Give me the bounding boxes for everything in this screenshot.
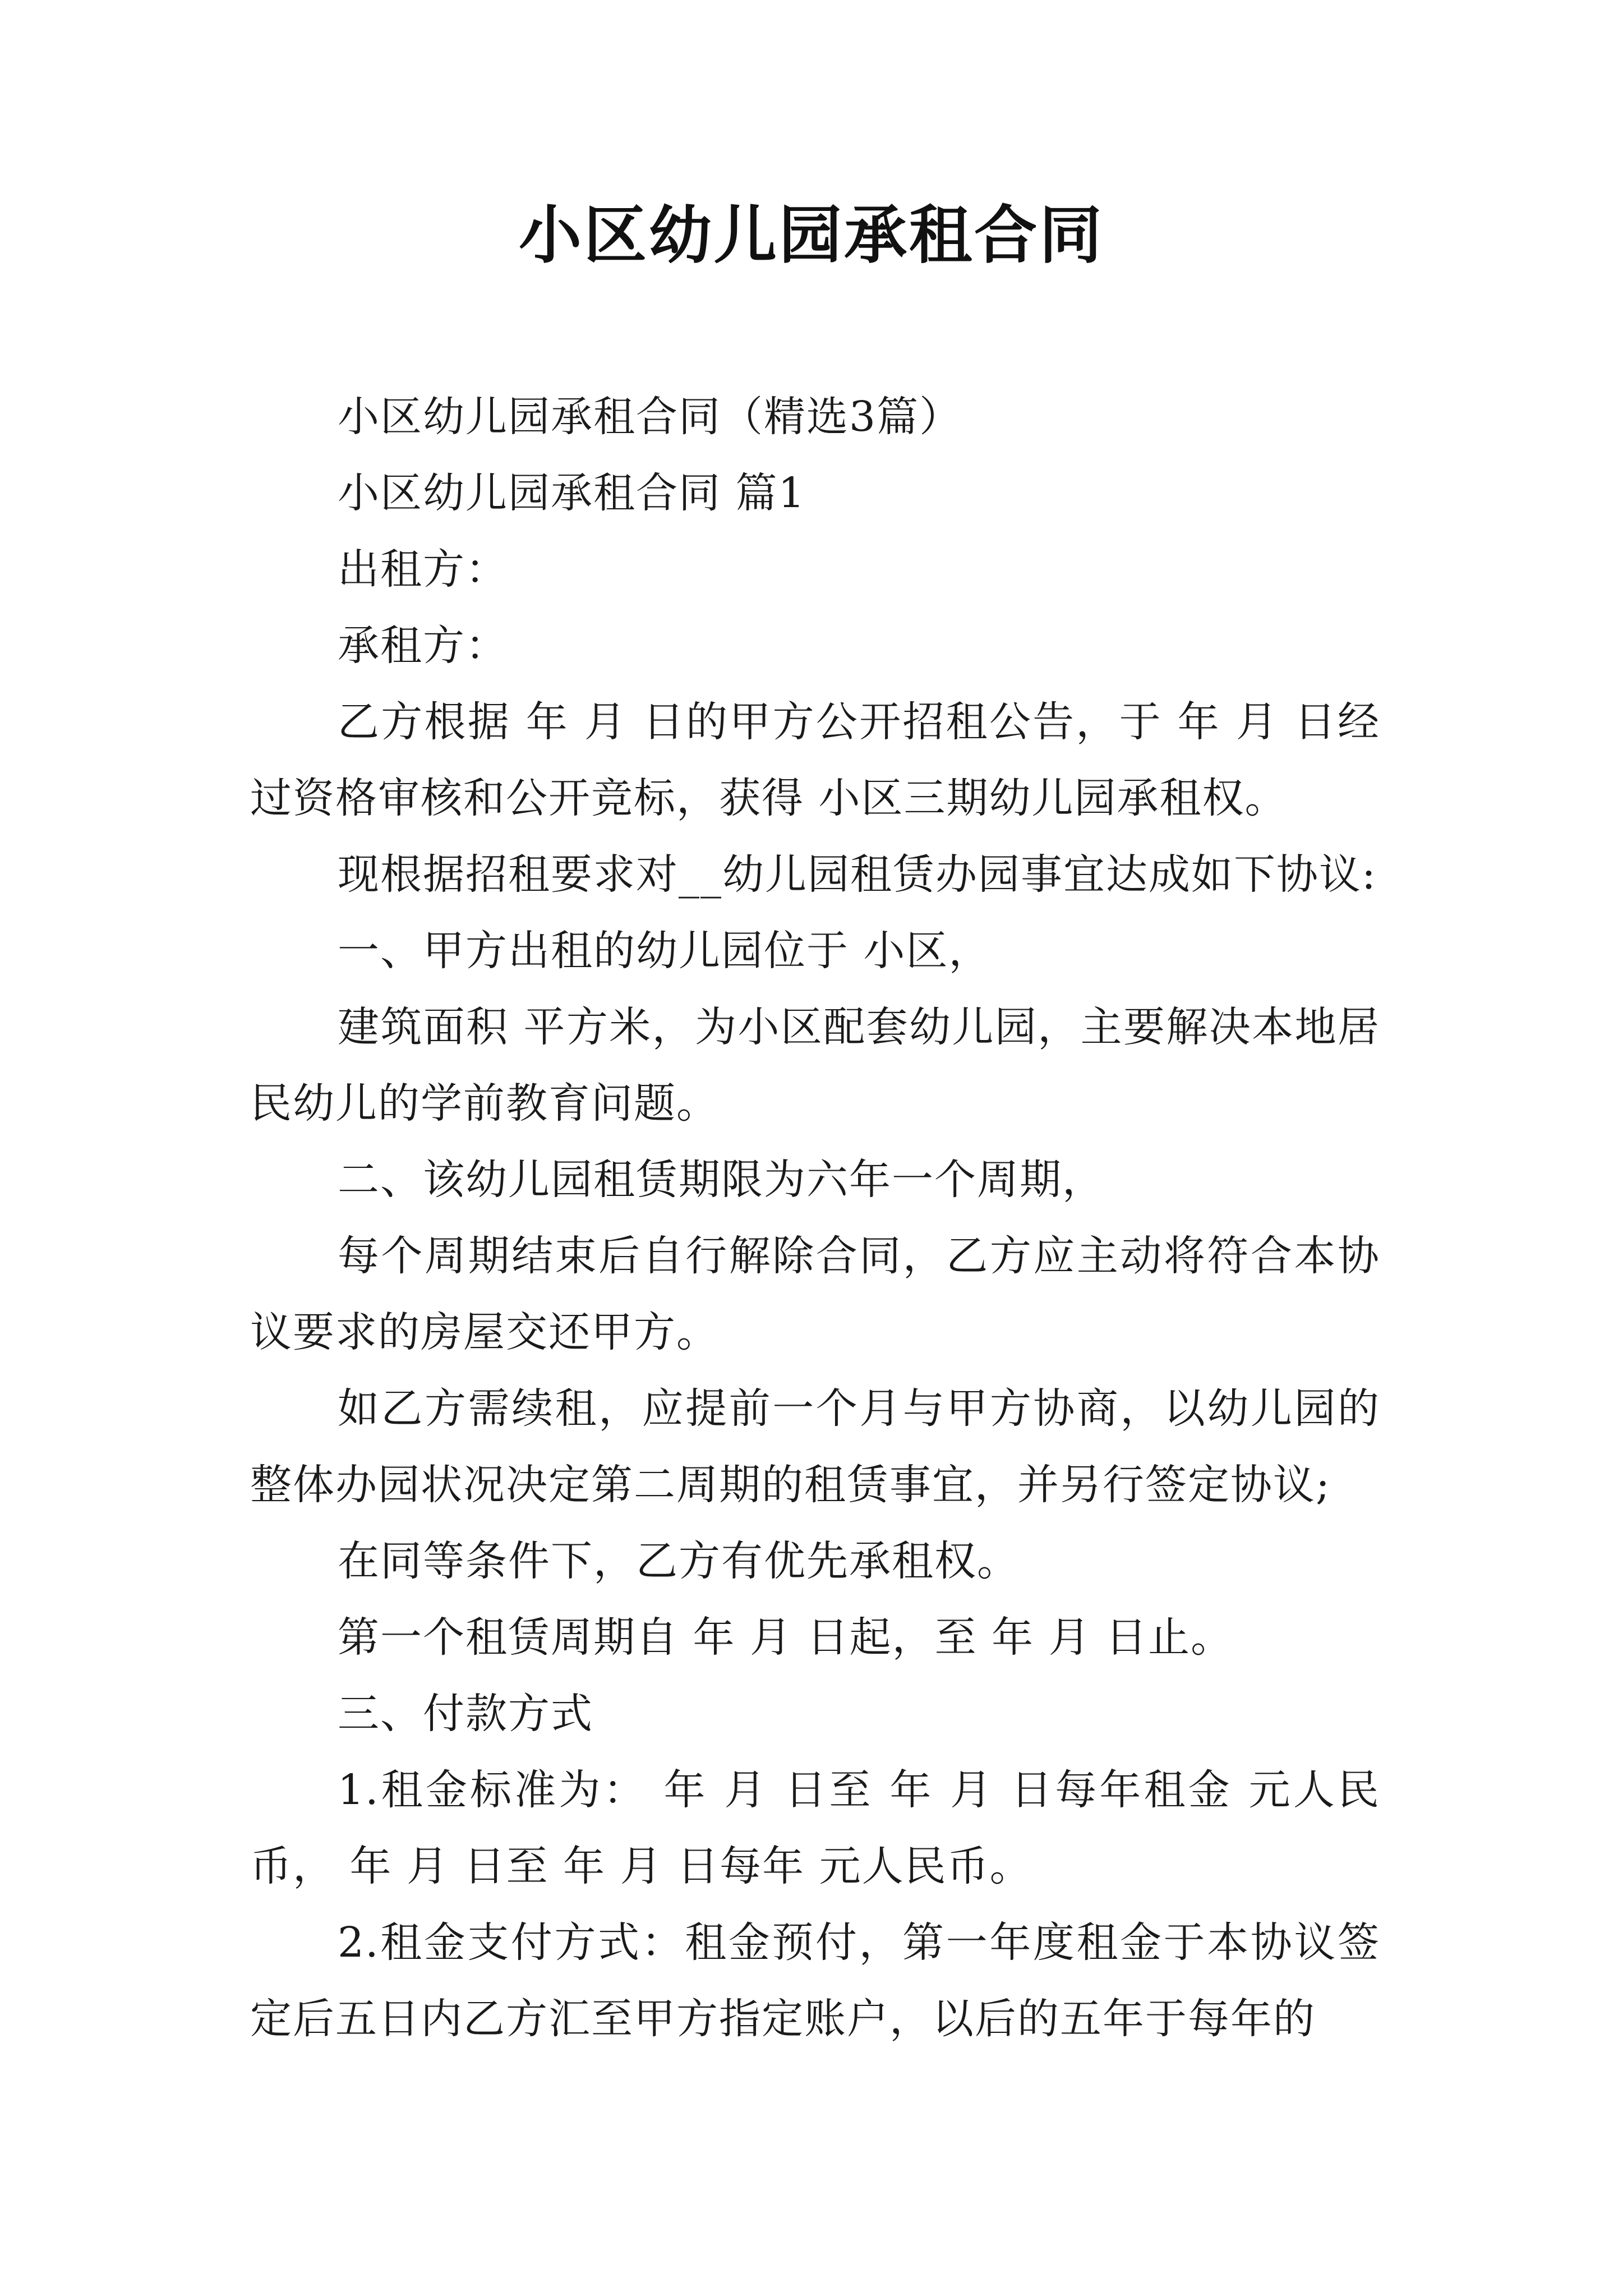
paragraph: 小区幼儿园承租合同 篇1 bbox=[338, 469, 806, 517]
paragraph: 如乙方需续租，应提前一个月与甲方协商，以幼儿园的整体办园状况决定第二周期的租赁事宜，并另行签定协议; bbox=[250, 1384, 1380, 1509]
paragraph: 承租方： bbox=[338, 622, 508, 670]
paragraph: 第一个租赁周期自 年 月 日起，至 年 月 日止。 bbox=[338, 1613, 1234, 1662]
document-body bbox=[250, 379, 1380, 2057]
paragraph: 现根据招租要求对__幼儿园租赁办园事宜达成如下协议: bbox=[338, 850, 1377, 899]
paragraph: 1.租金标准为： 年 月 日至 年 月 日每年租金 元人民币， 年 月 日至 年 月 日每年 元人民币。 bbox=[250, 1766, 1380, 1890]
paragraph: 二、该幼儿园租赁期限为六年一个周期， bbox=[338, 1156, 1105, 1204]
paragraph: 2.租金支付方式：租金预付，第一年度租金于本协议签定后五日内乙方汇至甲方指定账户，以后的五年于每年的 bbox=[250, 1918, 1380, 2043]
paragraph: 出租方： bbox=[338, 545, 508, 593]
paragraph: 小区幼儿园承租合同（精选3篇） bbox=[338, 393, 962, 441]
paragraph: 一、甲方出租的幼儿园位于 小区， bbox=[338, 927, 992, 975]
paragraph: 乙方根据 年 月 日的甲方公开招租公告，于 年 月 日经过资格审核和公开竞标，获得 小区三期幼儿园承租权。 bbox=[250, 698, 1380, 822]
paragraph: 每个周期结束后自行解除合同，乙方应主动将符合本协议要求的房屋交还甲方。 bbox=[250, 1232, 1380, 1356]
paragraph: 三、付款方式 bbox=[338, 1690, 593, 1738]
document-title: 小区幼儿园承租合同 bbox=[519, 199, 1104, 272]
paragraph: 在同等条件下，乙方有优先承租权。 bbox=[338, 1537, 1020, 1585]
paragraph: 建筑面积 平方米，为小区配套幼儿园，主要解决本地居民幼儿的学前教育问题。 bbox=[250, 1003, 1380, 1128]
